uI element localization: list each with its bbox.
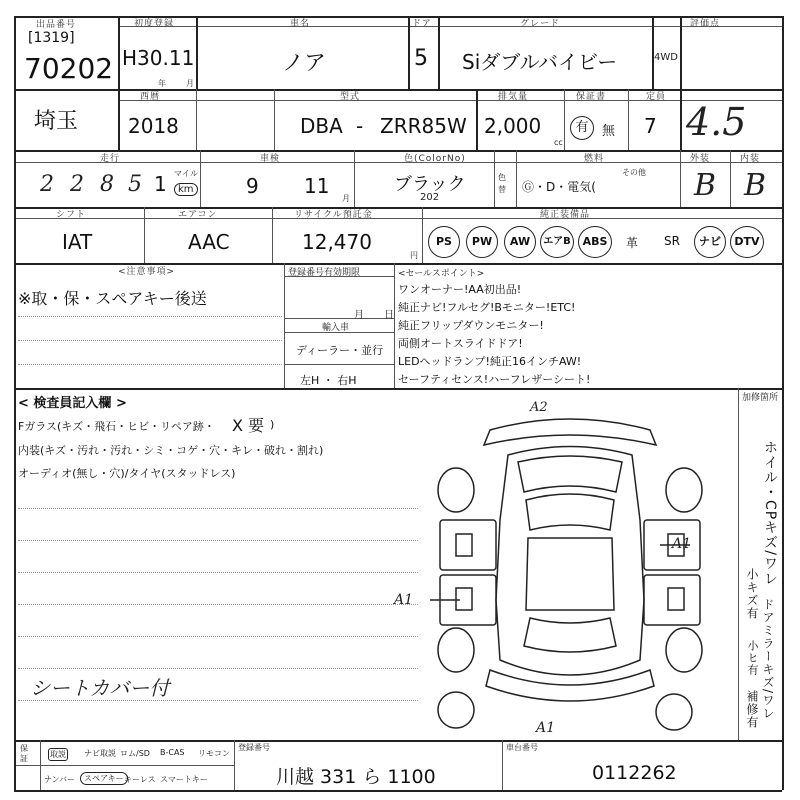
car-roof	[526, 538, 614, 610]
recycle-fee: 12,470	[302, 230, 372, 254]
recycle-label: リサイクル預託金	[294, 210, 373, 220]
shift-label: シフト	[56, 210, 87, 220]
spare-tire	[438, 692, 474, 728]
model-label: 型式	[340, 92, 361, 102]
sales-point-6: セーフティセンス!ハーフレザーシート!	[398, 373, 591, 386]
ac: AAC	[188, 230, 230, 254]
wheel-front-left	[438, 468, 474, 512]
mileage-digit-5: 1	[154, 172, 167, 196]
tsuki-label: 月	[186, 79, 194, 88]
exhibit-label: 出品番号	[36, 20, 77, 30]
inspector-line-1-end: )	[270, 418, 275, 431]
color-change-label: 色替	[498, 173, 506, 194]
record-label: 登録番号有効期限	[288, 268, 361, 278]
damage-mark-right: A1	[672, 536, 692, 552]
car-damage-diagram	[420, 400, 720, 740]
warranty-label: 保証書	[576, 92, 607, 102]
interior-label: 内装	[740, 154, 761, 164]
shift: IAT	[62, 230, 93, 254]
first-reg-label: 初度登録	[134, 19, 175, 29]
handle-label: 輸入車	[322, 323, 350, 333]
interior-grade: B	[744, 168, 767, 203]
car-rear-window	[524, 618, 616, 652]
side-text-3: ドアミラーキズ/ワレ	[761, 598, 775, 721]
car-right-rear-door	[644, 575, 700, 625]
drive-type: 4WD	[654, 52, 678, 63]
capacity-label: 定員	[646, 92, 667, 102]
inspector-title: < 検査員記入欄 >	[18, 396, 127, 411]
side-text-4: 補修有	[745, 690, 759, 729]
footer-box-label: 保証	[20, 744, 28, 763]
exterior-grade: B	[694, 168, 717, 203]
mileage-label: 走行	[100, 154, 121, 164]
caution-text: ※取・保・スペアキー後送	[18, 289, 207, 308]
equip-dtv: DTV	[730, 226, 764, 258]
repair-label: 加修箇所	[742, 393, 779, 403]
fuel-options: Ⓖ・D・電気(	[522, 180, 596, 194]
color-label: 色(ColorNo)	[404, 154, 466, 164]
mileage-digit-1: 2	[40, 172, 54, 197]
fuel-label: 燃料	[584, 154, 605, 164]
model-prefix: DBA	[300, 114, 343, 138]
footer-item-manual: 取説	[50, 750, 66, 759]
car-body-outline	[496, 447, 644, 676]
lot-number: 70202	[24, 52, 114, 85]
fuel-other: その他	[622, 168, 646, 177]
model-code: ZRR85W	[380, 114, 467, 138]
car-name: ノア	[282, 51, 327, 76]
spare-tire-right	[656, 694, 692, 730]
sales-point-5: LEDヘッドランプ!純正16インチAW!	[398, 355, 582, 368]
first-reg: H30.11	[122, 46, 195, 70]
equip-sr: SR	[664, 234, 680, 248]
wheel-rear-left	[438, 628, 474, 672]
color: ブラック	[394, 174, 466, 195]
color-no: 202	[420, 192, 440, 203]
dealer-parallel: ディーラー・並行	[296, 344, 384, 357]
footer-item-smart-key: スマートキー	[160, 775, 208, 784]
wheel-front-right	[666, 468, 702, 512]
ac-label: エアコン	[178, 210, 218, 220]
side-text-small: 小ヒ有	[746, 640, 759, 676]
damage-mark-left: A1	[394, 592, 414, 608]
damage-mark-rear: A1	[536, 720, 556, 736]
lot-bracket: [1319]	[28, 30, 75, 46]
car-windshield	[526, 494, 614, 530]
sales-point-1: ワンオーナー!AA初出品!	[398, 283, 522, 296]
footer-item-keyless: キーレス	[124, 775, 156, 784]
year: 2018	[128, 114, 179, 138]
equip-aw: AW	[504, 226, 536, 258]
month-unit: 月	[342, 194, 350, 203]
mileage-digit-2: 2	[70, 172, 84, 197]
footer-item-bcas: B-CAS	[160, 748, 185, 757]
equip-leather: 革	[626, 236, 639, 250]
nen-label: 年	[158, 79, 166, 88]
inspector-line-2: 内装(キズ・汚れ・汚れ・シミ・コゲ・穴・キレ・破れ・割れ)	[18, 444, 324, 457]
equip-abs: ABS	[578, 226, 612, 258]
mileage-digit-4: 5	[128, 172, 142, 197]
cc-unit: cc	[554, 138, 563, 147]
sales-point-2: 純正ナビ!フルセグ!Bモニター!ETC!	[398, 301, 576, 314]
doors: 5	[414, 46, 428, 71]
footer-item-spare-key: スペアキー	[80, 772, 128, 785]
displacement: 2,000	[484, 114, 542, 138]
capacity: 7	[644, 114, 657, 138]
record-day: 日	[384, 310, 394, 321]
equip-airbag: エアB	[540, 226, 574, 258]
handwritten-note: シートカバー付	[30, 676, 170, 700]
equipment-label: 純正装備品	[540, 210, 591, 220]
insp-month: 11	[304, 174, 330, 198]
footer-item-plate: ナンバー	[44, 775, 76, 784]
damage-mark-front: A2	[530, 400, 548, 415]
hand-left-right: 左H ・ 右H	[300, 374, 357, 387]
car-front-bumper	[484, 419, 656, 445]
grade-label: グレード	[520, 19, 561, 29]
score: 4.5	[686, 100, 747, 144]
caution-label: <注意事項>	[118, 267, 176, 277]
sales-point-4: 両側オートスライドドア!	[398, 337, 523, 350]
score-label: 評価点	[690, 19, 721, 29]
sales-label: <セールスポイント>	[398, 269, 485, 279]
inspector-line-1-mark: X 要	[232, 416, 265, 435]
chassis-label: 車台番号	[506, 743, 538, 752]
side-text-1: ホイル・CPキズ/ワレ	[762, 440, 778, 586]
inspector-line-3: オーディオ(無し・穴)/タイヤ(スタッドレス)	[18, 467, 236, 480]
footer-item-rom: ロム/SD	[120, 749, 150, 758]
car-left-front-door	[440, 520, 496, 570]
equip-ps: PS	[428, 226, 460, 258]
car-hood	[518, 456, 622, 492]
mileage-digit-3: 8	[100, 172, 114, 197]
equip-navi: ナビ	[694, 226, 726, 258]
door-label: ドア	[412, 19, 432, 29]
footer-item-navi-manual: ナビ取説	[84, 749, 116, 758]
inspection-label: 車検	[260, 154, 281, 164]
warranty-yes: 有	[570, 116, 594, 140]
inspector-line-1: Fガラス(キズ・飛石・ヒビ・リペア跡・	[18, 420, 215, 433]
chassis-number: 0112262	[592, 762, 677, 784]
unit-km: km	[174, 183, 198, 196]
wheel-rear-right	[666, 628, 702, 672]
exterior-label: 外装	[690, 154, 711, 164]
model-dash: -	[356, 114, 364, 138]
equip-pw: PW	[466, 226, 498, 258]
side-text-2: 小キズ有	[745, 568, 759, 620]
yen-unit: 円	[410, 251, 418, 260]
sales-point-3: 純正フリップダウンモニター!	[398, 319, 544, 332]
insp-year: 9	[246, 174, 259, 198]
displacement-label: 排気量	[498, 92, 529, 102]
car-name-label: 車名	[290, 19, 311, 29]
registration-number: 川越 331 ら 1100	[276, 766, 436, 788]
reg-label: 登録番号	[238, 743, 270, 752]
grade: Siダブルバイビー	[462, 50, 618, 74]
footer-item-remote: リモコン	[198, 749, 230, 758]
year-label: 西暦	[140, 92, 161, 102]
record-month: 月	[354, 310, 364, 321]
region: 埼玉	[34, 109, 79, 134]
warranty-no: 無	[602, 124, 616, 139]
unit-mile: マイル	[174, 169, 198, 178]
